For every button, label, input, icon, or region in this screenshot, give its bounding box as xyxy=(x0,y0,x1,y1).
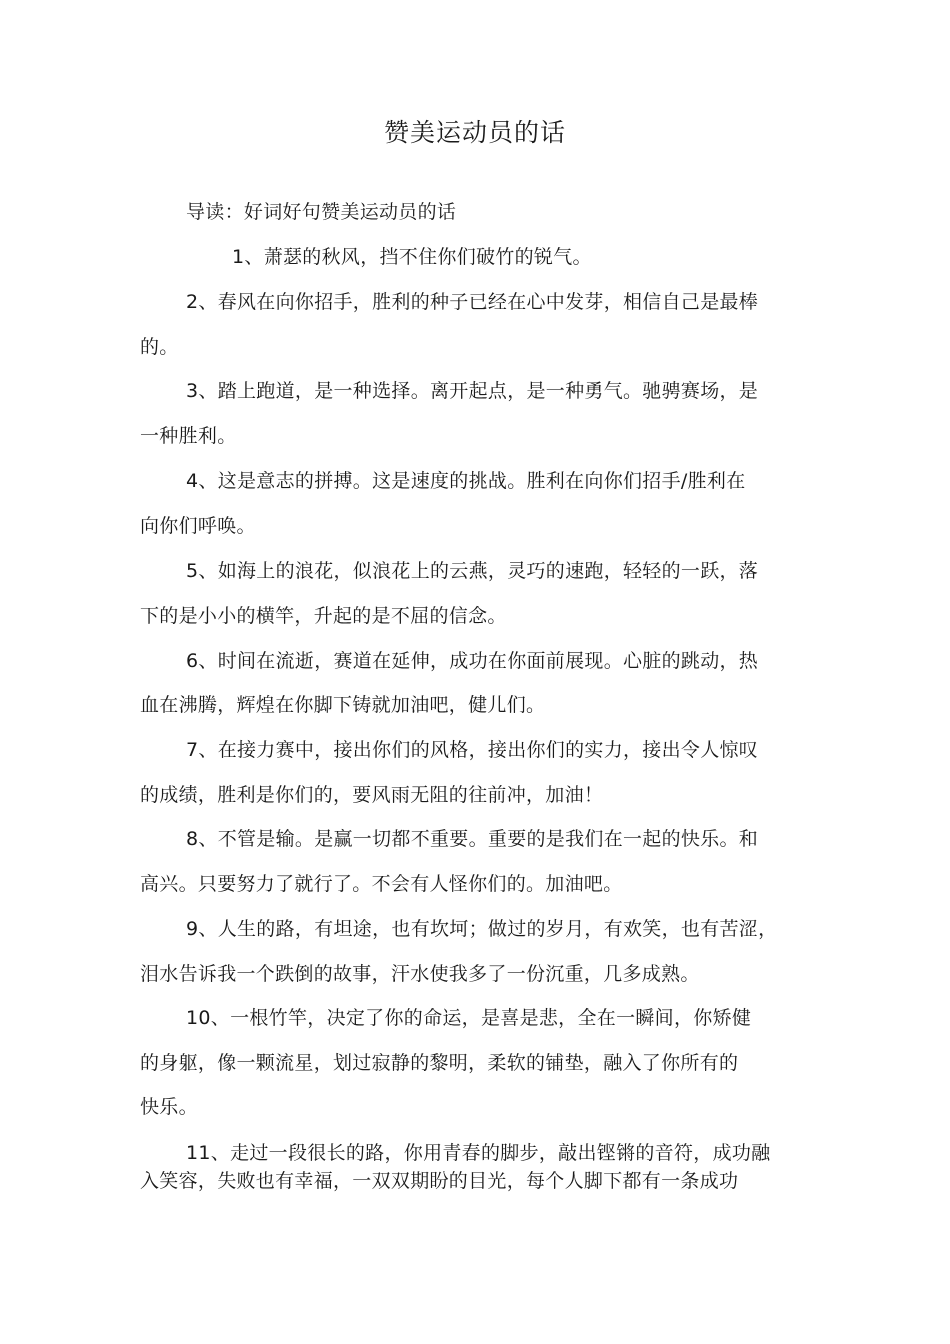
text-line: 9、人生的路，有坦途，也有坎坷；做过的岁月，有欢笑，也有苦涩， xyxy=(186,918,778,940)
intro-line: 导读：好词好句赞美运动员的话 xyxy=(186,201,457,223)
text-line: 10、一根竹竿，决定了你的命运，是喜是悲，全在一瞬间，你矫健 xyxy=(186,1007,752,1029)
document-title: 赞美运动员的话 xyxy=(383,118,566,147)
text-line: 6、时间在流逝，赛道在延伸，成功在你面前展现。心脏的跳动，热 xyxy=(186,650,759,672)
text-line: 快乐。 xyxy=(140,1096,198,1118)
text-line: 的成绩，胜利是你们的，要风雨无阻的往前冲，加油！ xyxy=(140,784,604,806)
text-line: 1、萧瑟的秋风，挡不住你们破竹的锐气。 xyxy=(232,246,592,268)
text-line: 泪水告诉我一个跌倒的故事，汗水使我多了一份沉重，几多成熟。 xyxy=(140,963,700,985)
text-line: 4、这是意志的拼搏。这是速度的挑战。胜利在向你们招手/胜利在 xyxy=(186,470,746,492)
text-line: 的。 xyxy=(140,336,179,358)
text-line: 血在沸腾，辉煌在你脚下铸就加油吧，健儿们。 xyxy=(140,694,546,716)
text-line: 高兴。只要努力了就行了。不会有人怪你们的。加油吧。 xyxy=(140,873,623,895)
text-line: 8、不管是输。是赢一切都不重要。重要的是我们在一起的快乐。和 xyxy=(186,828,759,850)
text-line: 7、在接力赛中，接出你们的风格，接出你们的实力，接出令人惊叹 xyxy=(186,739,759,761)
text-line: 向你们呼唤。 xyxy=(140,515,256,537)
text-line: 入笑容，失败也有幸福，一双双期盼的目光，每个人脚下都有一条成功 xyxy=(140,1170,739,1192)
text-line: 2、春风在向你招手，胜利的种子已经在心中发芽，相信自己是最棒 xyxy=(186,291,759,313)
text-line: 5、如海上的浪花，似浪花上的云燕，灵巧的速跑，轻轻的一跃，落 xyxy=(186,560,759,582)
text-line: 下的是小小的横竿，升起的是不屈的信念。 xyxy=(140,605,507,627)
text-line: 一种胜利。 xyxy=(140,425,237,447)
text-line: 的身躯，像一颗流星，划过寂静的黎明，柔软的铺垫，融入了你所有的 xyxy=(140,1052,739,1074)
text-line: 3、踏上跑道，是一种选择。离开起点，是一种勇气。驰骋赛场，是 xyxy=(186,380,759,402)
text-line: 11、走过一段很长的路，你用青春的脚步，敲出铿锵的音符，成功融 xyxy=(186,1142,771,1164)
